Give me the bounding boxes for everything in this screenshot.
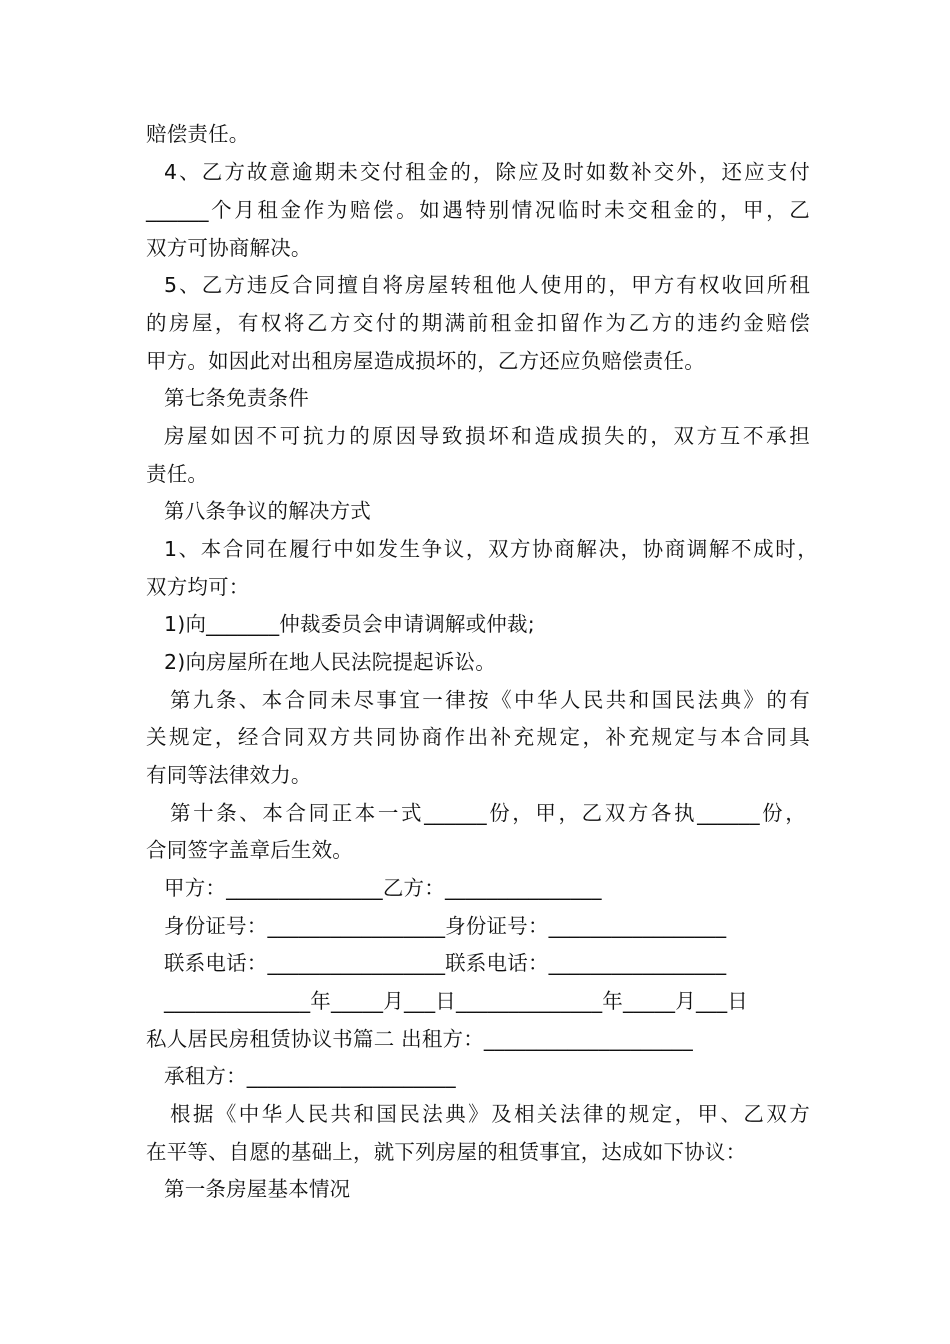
text-line: 5、乙方违反合同擅自将房屋转租他人使用的，甲方有权收回所租	[164, 273, 810, 297]
section-heading: 第一条房屋基本情况	[164, 1177, 351, 1201]
text-line: 双方均可：	[146, 575, 250, 599]
text-line: 根据《中华人民共和国民法典》及相关法律的规定，甲、乙双方	[170, 1102, 810, 1126]
text-line: 1、本合同在履行中如发生争议，双方协商解决，协商调解不成时，	[164, 537, 818, 561]
text-line: 第九条、本合同未尽事宜一律按《中华人民共和国民法典》的有	[170, 688, 810, 712]
text-line: 2)向房屋所在地人民法院提起诉讼。	[164, 650, 496, 674]
text-line: 的房屋，有权将乙方交付的期满前租金扣留作为乙方的违约金赔偿	[146, 311, 810, 335]
signature-line: 联系电话：_________________联系电话：_________________	[164, 951, 727, 975]
text-line: 甲方。如因此对出租房屋造成损坏的，乙方还应负赔偿责任。	[146, 349, 705, 373]
section-heading: 第七条免责条件	[164, 386, 309, 410]
text-line: 第十条、本合同正本一式______份，甲，乙双方各执______份，	[170, 801, 806, 825]
section-heading: 私人居民房租赁协议书篇二 出租方：____________________	[146, 1027, 693, 1051]
text-line: 4、乙方故意逾期未交付租金的，除应及时如数补交外，还应支付	[164, 160, 810, 184]
text-line: 赔偿责任。	[146, 122, 250, 146]
signature-line: 甲方：_______________乙方：_______________	[164, 876, 602, 900]
text-line: 1)向_______仲裁委员会申请调解或仲裁;	[164, 612, 535, 636]
text-line: ______个月租金作为赔偿。如遇特别情况临时未交租金的，甲，乙	[146, 198, 810, 222]
text-line: 有同等法律效力。	[146, 763, 312, 787]
date-line: ______________年_____月___日______________年_____月___日	[164, 989, 748, 1013]
signature-line: 承租方：____________________	[164, 1064, 456, 1088]
signature-line: 身份证号：_________________身份证号：_________________	[164, 914, 727, 938]
section-heading: 第八条争议的解决方式	[164, 499, 371, 523]
text-line: 责任。	[146, 462, 209, 486]
text-line: 房屋如因不可抗力的原因导致损坏和造成损失的，双方互不承担	[164, 424, 810, 448]
text-line: 双方可协商解决。	[146, 236, 312, 260]
text-line: 在平等、自愿的基础上，就下列房屋的租赁事宜，达成如下协议：	[146, 1140, 747, 1164]
text-line: 关规定，经合同双方共同协商作出补充规定，补充规定与本合同具	[146, 725, 810, 749]
text-line: 合同签字盖章后生效。	[146, 838, 353, 862]
